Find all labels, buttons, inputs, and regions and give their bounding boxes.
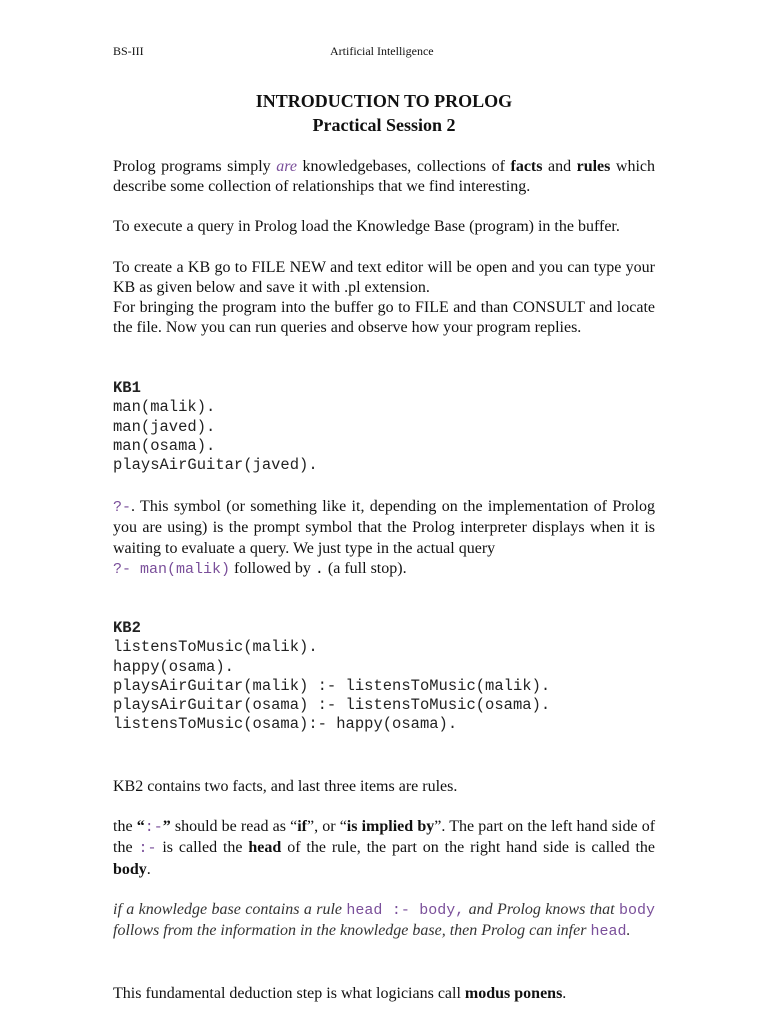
- rule-reading-paragraph: the “:-” should be read as “if”, or “is implied by”. The part on the left hand side of the :- is called the head of the rule, the part on the right hand side is called the body.: [113, 818, 656, 878]
- page-title: INTRODUCTION TO PROLOG: [255, 91, 513, 111]
- code-line: listensToMusic(malik).: [113, 638, 318, 657]
- header-course: BS-III: [113, 44, 144, 58]
- execute-paragraph: To execute a query in Prolog load the Knowledge Base (program) in the buffer.: [113, 218, 620, 235]
- code-line: playsAirGuitar(malik) :- listensToMusic(malik).: [113, 676, 551, 695]
- kb1-code-block: [113, 379, 655, 475]
- code-line: man(javed).: [113, 417, 216, 436]
- code-line: happy(osama).: [113, 657, 234, 676]
- code-line: playsAirGuitar(osama) :- listensToMusic(osama).: [113, 696, 551, 715]
- header-subject: Artificial Intelligence: [330, 44, 434, 58]
- kb1-label: KB1: [113, 379, 141, 397]
- kb2-label: KB2: [113, 619, 141, 637]
- create-kb-paragraph: To create a KB go to FILE NEW and text editor will be open and you can type your KB as given below and save it with .pl extension.: [113, 259, 655, 297]
- code-line: playsAirGuitar(javed).: [113, 456, 318, 475]
- modus-ponens-definition: if a knowledge base contains a rule head :- body, and Prolog knows that body follows from the information in the knowledge base, then Prolog can infer head.: [113, 901, 655, 941]
- kb2-description: KB2 contains two facts, and last three items are rules.: [113, 778, 458, 795]
- page-subtitle: Practical Session 2: [312, 115, 456, 135]
- code-line: listensToMusic(osama):- happy(osama).: [113, 715, 458, 734]
- intro-paragraph: Prolog programs simply are knowledgebases, collections of facts and rules which describe some collection of relationships that we find interesting.: [113, 158, 655, 196]
- code-line: man(malik).: [113, 398, 216, 417]
- consult-paragraph: For bringing the program into the buffer go to FILE and than CONSULT and locate the file. Now you can run queries and observe how your program replies.: [113, 299, 655, 337]
- kb2-code-block: [113, 619, 655, 735]
- final-paragraph: This fundamental deduction step is what logicians call modus ponens.: [113, 985, 567, 1002]
- prompt-paragraph: ?-. This symbol (or something like it, depending on the implementation of Prolog you are using) is the prompt symbol that the Prolog interpreter displays when it is waiting to evaluate a query. We just type in the actual query ?- man(malik) followed by . (a full stop).: [113, 498, 655, 578]
- code-line: man(osama).: [113, 436, 216, 455]
